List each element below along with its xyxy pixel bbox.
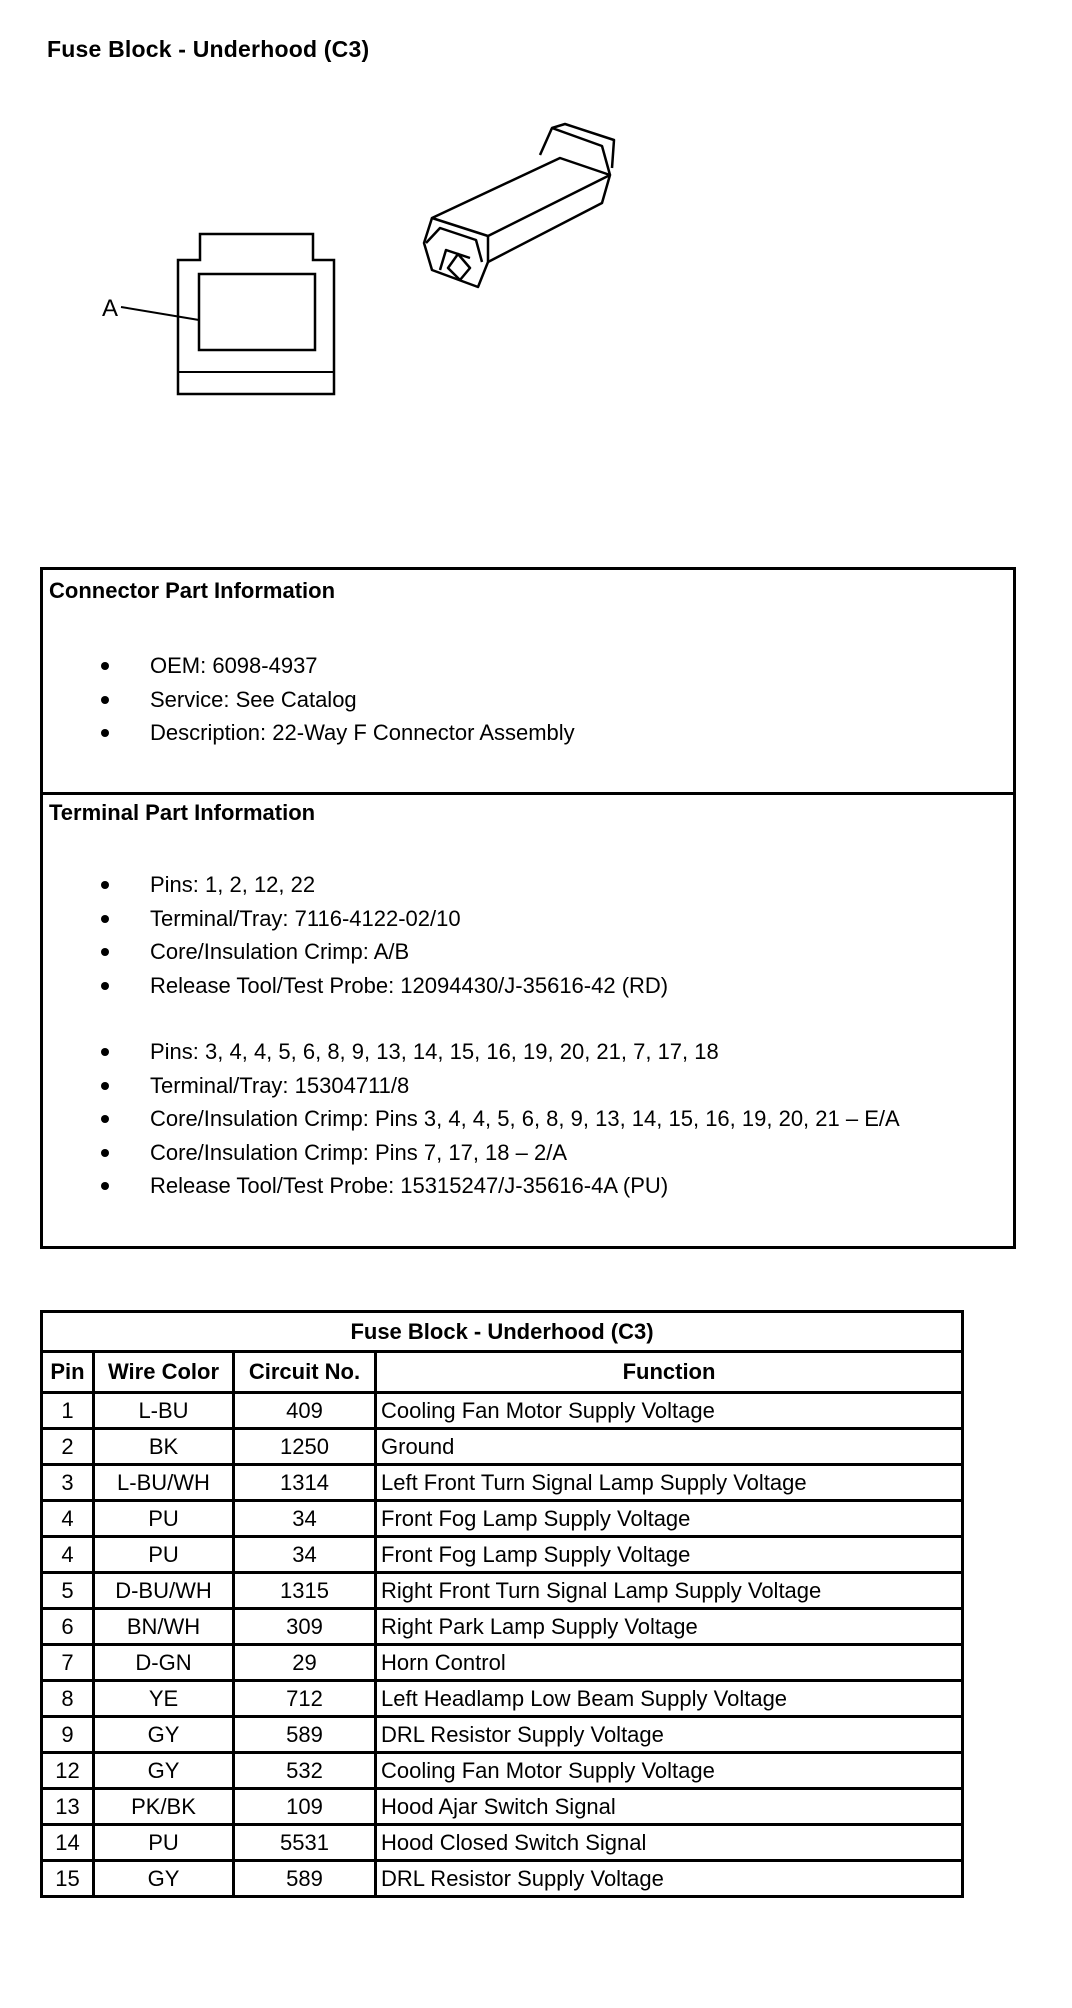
list-item: Core/Insulation Crimp: Pins 7, 17, 18 – 2/A bbox=[43, 1136, 1013, 1170]
table-row bbox=[42, 1681, 963, 1717]
table-row bbox=[42, 1465, 963, 1501]
table-row bbox=[42, 1501, 963, 1537]
list-item: OEM: 6098-4937 bbox=[43, 649, 1013, 683]
cell-pin: 4 bbox=[42, 1501, 94, 1537]
connector-face-outline bbox=[178, 234, 334, 394]
table-row bbox=[42, 1393, 963, 1429]
terminal-part-info-heading: Terminal Part Information bbox=[49, 800, 316, 825]
cell-circuit-no: 1314 bbox=[234, 1465, 376, 1501]
page-title: Fuse Block - Underhood (C3) bbox=[47, 36, 370, 62]
list-item: Description: 22-Way F Connector Assembly bbox=[43, 716, 1013, 750]
cell-function: DRL Resistor Supply Voltage bbox=[376, 1861, 963, 1897]
table-row bbox=[42, 1861, 963, 1897]
table-row bbox=[42, 1789, 963, 1825]
cell-pin: 2 bbox=[42, 1429, 94, 1465]
cell-pin: 6 bbox=[42, 1609, 94, 1645]
cell-circuit-no: 1250 bbox=[234, 1429, 376, 1465]
cell-function: DRL Resistor Supply Voltage bbox=[376, 1717, 963, 1753]
connector-part-info-section bbox=[43, 570, 1013, 795]
list-item: Service: See Catalog bbox=[43, 683, 1013, 717]
cell-circuit-no: 34 bbox=[234, 1537, 376, 1573]
cell-wire-color: BK bbox=[94, 1429, 234, 1465]
cell-wire-color: PU bbox=[94, 1825, 234, 1861]
cell-circuit-no: 109 bbox=[234, 1789, 376, 1825]
connector-part-info-heading: Connector Part Information bbox=[49, 578, 336, 603]
table-row bbox=[42, 1609, 963, 1645]
table-row bbox=[42, 1825, 963, 1861]
cell-function: Horn Control bbox=[376, 1645, 963, 1681]
cell-pin: 4 bbox=[42, 1537, 94, 1573]
cell-function: Left Headlamp Low Beam Supply Voltage bbox=[376, 1681, 963, 1717]
part-info-box bbox=[40, 567, 1016, 1249]
terminal-part-info-section bbox=[43, 792, 1013, 1246]
list-item: Terminal/Tray: 15304711/8 bbox=[43, 1069, 1013, 1103]
cell-pin: 13 bbox=[42, 1789, 94, 1825]
callout-label: A bbox=[102, 295, 119, 322]
cell-function: Front Fog Lamp Supply Voltage bbox=[376, 1537, 963, 1573]
table-caption: Fuse Block - Underhood (C3) bbox=[42, 1312, 963, 1352]
cell-circuit-no: 712 bbox=[234, 1681, 376, 1717]
cell-circuit-no: 309 bbox=[234, 1609, 376, 1645]
list-item: Release Tool/Test Probe: 15315247/J-35616-4A (PU) bbox=[43, 1169, 1013, 1203]
cell-function: Right Front Turn Signal Lamp Supply Voltage bbox=[376, 1573, 963, 1609]
cell-wire-color: GY bbox=[94, 1861, 234, 1897]
cell-wire-color: L-BU/WH bbox=[94, 1465, 234, 1501]
cell-function: Hood Ajar Switch Signal bbox=[376, 1789, 963, 1825]
list-item: Pins: 3, 4, 4, 5, 6, 8, 9, 13, 14, 15, 16, 19, 20, 21, 7, 17, 18 bbox=[43, 1035, 1013, 1069]
cell-wire-color: L-BU bbox=[94, 1393, 234, 1429]
cell-pin: 14 bbox=[42, 1825, 94, 1861]
list-item: Core/Insulation Crimp: A/B bbox=[43, 935, 1013, 969]
cell-circuit-no: 1315 bbox=[234, 1573, 376, 1609]
column-header-function: Function bbox=[376, 1352, 963, 1393]
cell-pin: 3 bbox=[42, 1465, 94, 1501]
cell-function: Cooling Fan Motor Supply Voltage bbox=[376, 1753, 963, 1789]
cell-wire-color: PU bbox=[94, 1537, 234, 1573]
cell-wire-color: PU bbox=[94, 1501, 234, 1537]
connector-part-info-list bbox=[43, 649, 1013, 750]
cell-function: Ground bbox=[376, 1429, 963, 1465]
table-row bbox=[42, 1537, 963, 1573]
cell-wire-color: GY bbox=[94, 1717, 234, 1753]
cell-pin: 5 bbox=[42, 1573, 94, 1609]
column-header-pin: Pin bbox=[42, 1352, 94, 1393]
table-row bbox=[42, 1717, 963, 1753]
cell-wire-color: GY bbox=[94, 1753, 234, 1789]
cell-function: Cooling Fan Motor Supply Voltage bbox=[376, 1393, 963, 1429]
cell-pin: 12 bbox=[42, 1753, 94, 1789]
column-header-wire-color: Wire Color bbox=[94, 1352, 234, 1393]
table-caption-row bbox=[42, 1312, 963, 1352]
table-header-row bbox=[42, 1352, 963, 1393]
cell-wire-color: D-GN bbox=[94, 1645, 234, 1681]
cell-function: Right Park Lamp Supply Voltage bbox=[376, 1609, 963, 1645]
cell-circuit-no: 5531 bbox=[234, 1825, 376, 1861]
cell-wire-color: D-BU/WH bbox=[94, 1573, 234, 1609]
cell-circuit-no: 34 bbox=[234, 1501, 376, 1537]
cell-wire-color: PK/BK bbox=[94, 1789, 234, 1825]
cell-function: Front Fog Lamp Supply Voltage bbox=[376, 1501, 963, 1537]
table-row bbox=[42, 1429, 963, 1465]
cell-pin: 7 bbox=[42, 1645, 94, 1681]
connector-isometric bbox=[424, 124, 614, 287]
cell-wire-color: BN/WH bbox=[94, 1609, 234, 1645]
cell-circuit-no: 409 bbox=[234, 1393, 376, 1429]
cell-pin: 15 bbox=[42, 1861, 94, 1897]
column-header-circuit-no: Circuit No. bbox=[234, 1352, 376, 1393]
cell-function: Left Front Turn Signal Lamp Supply Voltage bbox=[376, 1465, 963, 1501]
cell-circuit-no: 532 bbox=[234, 1753, 376, 1789]
connector-face-window bbox=[199, 274, 315, 350]
table-row bbox=[42, 1753, 963, 1789]
callout-leader-line bbox=[121, 307, 199, 320]
pin-table bbox=[40, 1310, 964, 1898]
table-row bbox=[42, 1645, 963, 1681]
list-item: Release Tool/Test Probe: 12094430/J-35616-42 (RD) bbox=[43, 969, 1013, 1003]
list-item: Core/Insulation Crimp: Pins 3, 4, 4, 5, 6, 8, 9, 13, 14, 15, 16, 19, 20, 21 – E/A bbox=[43, 1102, 1013, 1136]
connector-illustration bbox=[0, 0, 1072, 470]
list-item: Terminal/Tray: 7116-4122-02/10 bbox=[43, 902, 1013, 936]
cell-circuit-no: 589 bbox=[234, 1717, 376, 1753]
table-row bbox=[42, 1573, 963, 1609]
terminal-group-1-list bbox=[43, 868, 1013, 1002]
cell-pin: 9 bbox=[42, 1717, 94, 1753]
cell-circuit-no: 29 bbox=[234, 1645, 376, 1681]
terminal-group-2-list bbox=[43, 1035, 1013, 1203]
cell-circuit-no: 589 bbox=[234, 1861, 376, 1897]
cell-pin: 1 bbox=[42, 1393, 94, 1429]
cell-pin: 8 bbox=[42, 1681, 94, 1717]
list-item: Pins: 1, 2, 12, 22 bbox=[43, 868, 1013, 902]
cell-function: Hood Closed Switch Signal bbox=[376, 1825, 963, 1861]
cell-wire-color: YE bbox=[94, 1681, 234, 1717]
